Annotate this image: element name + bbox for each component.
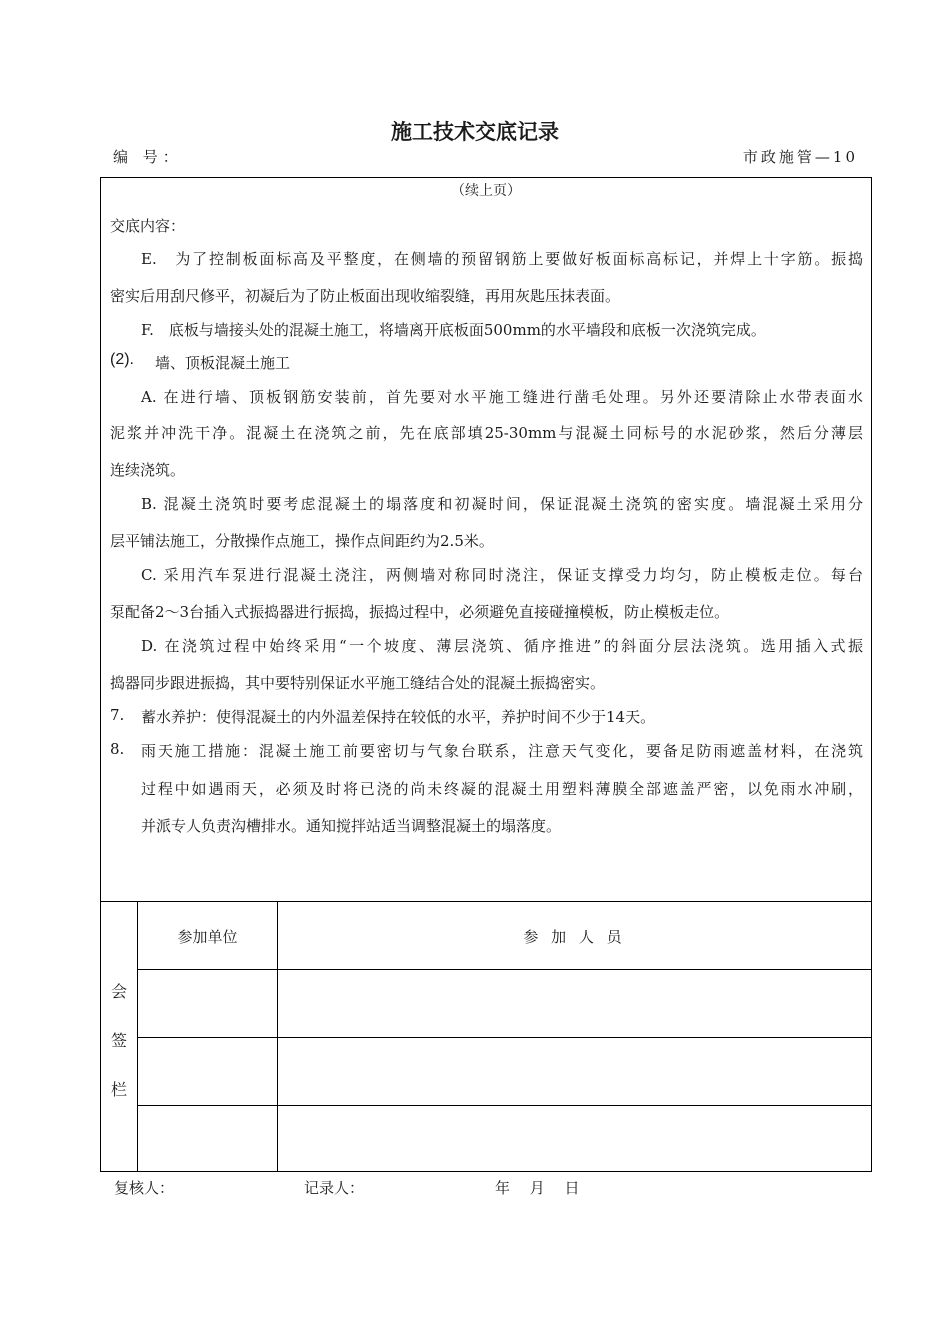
recorder-label: 记录人：: [304, 1179, 365, 1197]
unit-cell[interactable]: [138, 1106, 277, 1172]
item-b-line-2: 层平铺法施工，分散操作点施工，操作点间距约为2.5米。: [110, 532, 494, 550]
section-2-title: 墙、顶板混凝土施工: [155, 354, 291, 372]
form-code: 市政施管—10: [742, 148, 858, 166]
item-a-line-2: 泥浆并冲洗干净。混凝土在浇筑之前，先在底部填25-30mm与混凝土同标号的水泥砂浆，然后分薄层: [110, 424, 863, 442]
item-8-line-3: 并派专人负责沟槽排水。通知搅拌站适当调整混凝土的塌落度。: [141, 817, 562, 835]
item-8-line-1: 雨天施工措施：混凝土施工前要密切与气象台联系，注意天气变化，要备足防雨遮盖材料，在浇筑: [141, 742, 863, 760]
signoff-label-char: 栏: [110, 1080, 127, 1099]
participating-unit-header: 参加单位: [177, 928, 238, 946]
item-c-line-1: C. 采用汽车泵进行混凝土浇注，两侧墙对称同时浇注，保证支撑受力均匀，防止模板走位。每台: [141, 566, 863, 584]
page-title: 施工技术交底记录: [391, 120, 559, 144]
serial-number-label: 编 号：: [113, 148, 183, 166]
participants-cell[interactable]: [278, 1106, 871, 1172]
participants-cell[interactable]: [278, 1038, 871, 1105]
reviewer-label: 复核人：: [114, 1179, 175, 1197]
item-d-line-1: D. 在浇筑过程中始终采用“一个坡度、薄层浇筑、循序推进”的斜面分层法浇筑。选用插入式振: [141, 637, 863, 655]
continued-note: （续上页）: [451, 183, 521, 199]
signoff-label-char: 会: [110, 982, 127, 1001]
item-d-line-2: 捣器同步跟进振捣，其中要特别保证水平施工缝结合处的混凝土振捣密实。: [110, 674, 606, 692]
item-a-line-1: A. 在进行墙、顶板钢筋安装前，首先要对水平施工缝进行凿毛处理。另外还要清除止水带表面水: [141, 388, 863, 406]
date-label: 年 月 日: [495, 1179, 580, 1197]
section-2-number: (2).: [110, 351, 134, 368]
participants-cell[interactable]: [278, 970, 871, 1037]
briefing-content: [101, 178, 871, 901]
record-table: [100, 177, 872, 1172]
item-7-text: 蓄水养护：使得混凝土的内外温差保持在较低的水平，养护时间不少于14天。: [141, 708, 656, 726]
participants-header: 参 加 人 员: [523, 928, 626, 946]
signoff-section: [101, 901, 871, 1172]
signoff-label-char: 签: [110, 1031, 127, 1050]
item-c-line-2: 泵配备2～3台插入式振捣器进行振捣，振捣过程中，必须避免直接碰撞模板，防止模板走位。: [110, 603, 730, 621]
unit-cell[interactable]: [138, 970, 277, 1037]
item-a-line-3: 连续浇筑。: [110, 461, 186, 479]
item-b-line-1: B. 混凝土浇筑时要考虑混凝土的塌落度和初凝时间，保证混凝土浇筑的密实度。墙混凝土采用分: [141, 495, 863, 513]
item-8-line-2: 过程中如遇雨天，必须及时将已浇的尚未终凝的混凝土用塑料薄膜全部遮盖严密，以免雨水冲刷，: [141, 780, 863, 798]
item-f-line-1: F. 底板与墙接头处的混凝土施工，将墙离开底板面500mm的水平墙段和底板一次浇筑完成。: [141, 321, 766, 339]
content-label: 交底内容：: [110, 217, 186, 235]
item-e-line-2: 密实后用刮尺修平，初凝后为了防止板面出现收缩裂缝，再用灰匙压抹表面。: [110, 287, 621, 305]
item-e-line-1: E. 为了控制板面标高及平整度，在侧墙的预留钢筋上要做好板面标高标记，并焊上十字筋。振捣: [141, 250, 863, 268]
item-8-number: 8.: [110, 740, 125, 758]
item-7-number: 7.: [110, 706, 125, 724]
unit-cell[interactable]: [138, 1038, 277, 1105]
